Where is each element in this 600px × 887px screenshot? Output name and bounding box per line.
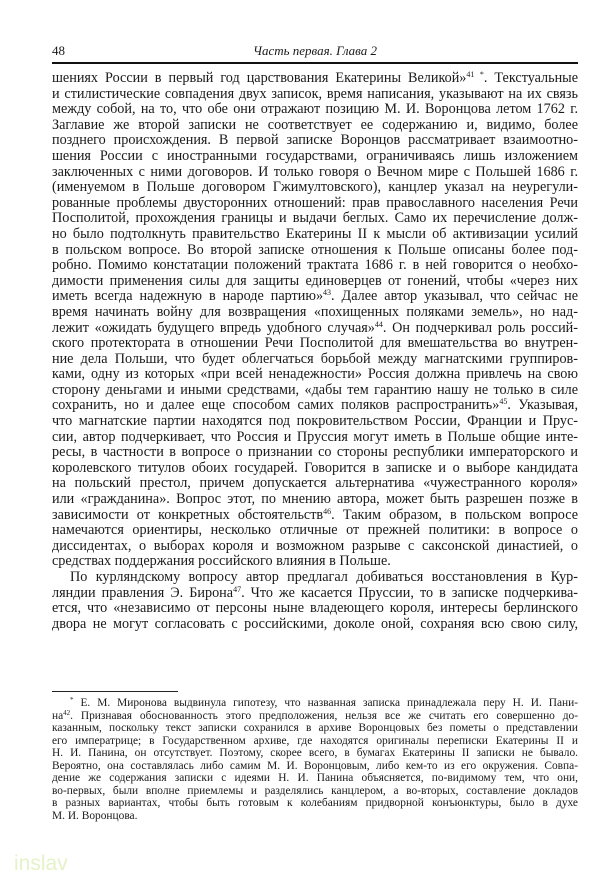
page-number: 48 <box>52 43 65 58</box>
footnote-line <box>52 760 578 773</box>
text-segment: ками, одну из которых «при всей ненадежности» Россия должна привлечь на свою <box>52 366 578 383</box>
text-segment: сохранить, но и далее еще способом самих поляков распространить» <box>52 397 500 414</box>
text-segment: Е. М. Миронова выдвинула гипотезу, что названная записка принадлежала перу Н. И. Пани- <box>73 697 578 709</box>
footnote-line <box>52 785 578 798</box>
text-segment: средствах поддержания российского влияния в Польше. <box>52 553 391 570</box>
text-line <box>52 180 578 196</box>
body-text <box>52 71 578 632</box>
text-line <box>52 617 578 633</box>
text-segment: ресы, в частности в вопросе о признании со стороны республики императорского и <box>52 444 578 461</box>
text-line <box>52 118 578 134</box>
footnote-line <box>52 697 578 710</box>
text-segment: диссидентах, о выборах короля и возможном разрыве с саксонской династией, о <box>52 537 578 554</box>
text-line <box>52 102 578 118</box>
text-segment: двора не могут согласовать с российскими, доколе оной, сохраняя всю свою силу, <box>52 615 578 632</box>
text-line <box>52 586 578 602</box>
text-segment: шения России с иностранными государствами, ограничиваясь лишь изложением <box>52 147 578 164</box>
text-segment: во-первых, были вполне приемлемы и разделялись канцлером, а во-вторых, составление докладов <box>52 784 578 797</box>
text-segment: но было подтолкнуть правительство Екатерины II к мысли об активизации усилий <box>52 225 578 242</box>
text-segment: заключенных с ними договоров. И только говоря о Вечном мире с Польшей 1686 г. <box>52 163 578 180</box>
text-segment: сторону деньгами и иными средствами, «дабы тем гарантию нашу не только в силе <box>52 381 578 398</box>
text-segment: позднего происхождения. В первой записке Воронцов рассматривает взаимоотно- <box>52 132 578 149</box>
text-segment: между собой, на то, что обе они отражают позицию М. И. Воронцова летом 1762 г. <box>52 101 578 118</box>
text-segment: зависимости от конкретных обстоятельств <box>52 506 324 523</box>
text-line <box>52 274 578 290</box>
text-line <box>52 570 578 586</box>
text-segment: или «гражданина». Вопрос этот, по мнению автора, может быть разрешен позже в <box>52 491 578 508</box>
footnote-reference: 42 <box>63 708 71 717</box>
text-line <box>52 461 578 477</box>
text-line <box>52 601 578 617</box>
text-segment: . Он подчеркивал роль россий- <box>382 319 578 336</box>
footnote-line <box>52 735 578 748</box>
text-line <box>52 336 578 352</box>
text-line <box>52 430 578 446</box>
text-segment: королевского титулов обоих государей. Говорится в записке и о выборе кандидата <box>52 459 578 476</box>
footnote-line <box>52 710 578 723</box>
text-segment: Вероятно, она составлялась либо самим М. И. Воронцовым, либо кем-то из его окружения. Совпа- <box>52 759 578 772</box>
footnote-reference: * <box>70 696 74 704</box>
text-segment: Н. И. Панина, он отсутствует. Поэтому, скорее всего, в бумагах Екатерины II записки не бывало. <box>52 747 578 759</box>
page-header <box>52 40 578 64</box>
text-segment: . Далее автор указывал, что сейчас не <box>331 288 578 305</box>
text-segment: шениях России в первый год царствования Екатерины Великой» <box>52 70 467 86</box>
text-segment: ляндии правления Э. Бирона <box>52 584 234 601</box>
text-segment: на <box>52 709 64 722</box>
text-segment: дение же содержания записки с идеями Н. И. Панина объясняется, по-видимому тем, что они, <box>52 772 578 784</box>
text-line <box>52 71 578 87</box>
text-segment: рованные проблемы двусторонних отношений: прав православного населения Речи <box>52 194 578 211</box>
text-segment: М. И. Воронцова. <box>52 809 138 822</box>
footnote-reference: 43 <box>323 288 332 298</box>
footnote-reference: 45 <box>499 397 508 407</box>
footnote-line <box>52 722 578 735</box>
text-segment: намечаются ориентиры, несколько отличные от прежней политики: в вопросе о <box>52 522 578 539</box>
footnote-divider <box>52 691 178 692</box>
footnote-line <box>52 747 578 760</box>
text-segment: ется, что «независимо от персоны ныне владеющего короля, интересы берлинского <box>52 600 578 617</box>
footnote-line <box>52 810 578 823</box>
text-segment: . Признавая обоснованность этого предположения, нельзя все же считать его совершенно до- <box>70 709 578 722</box>
text-line <box>52 165 578 181</box>
text-segment: робно. Помимо констатации положений трактата 1686 г. в ней говорится о необхо- <box>52 257 578 274</box>
text-line <box>52 289 578 305</box>
text-segment: По курляндскому вопросу автор предлагал добиваться восстановления в Кур- <box>70 569 578 585</box>
text-segment: казанным, поскольку текст записки сохранился в архиве Воронцовых без пометы о представлении <box>52 722 578 734</box>
text-line <box>52 211 578 227</box>
text-line <box>52 227 578 243</box>
footnote-line <box>52 797 578 810</box>
running-head: Часть первая. Глава 2 <box>253 43 377 58</box>
footnote-reference: 41 * <box>466 70 484 79</box>
footnote-reference: 47 <box>233 584 242 594</box>
text-line <box>52 539 578 555</box>
text-line <box>52 367 578 383</box>
text-line <box>52 305 578 321</box>
text-segment: Заглавие же второй записки не соответствует ее содержанию и, видимо, более <box>52 116 578 133</box>
text-segment: в польском вопросе. Во второй записке отношения к Польше описаны более под- <box>52 241 578 258</box>
text-line <box>52 321 578 337</box>
text-line <box>52 414 578 430</box>
footnote-reference: 46 <box>323 506 332 516</box>
text-line <box>52 445 578 461</box>
text-segment: . Таким образом, в польском вопросе <box>331 506 578 523</box>
text-line <box>52 87 578 103</box>
text-line <box>52 508 578 524</box>
text-line <box>52 554 578 570</box>
text-segment: иметь всегда надежную в народе партию» <box>52 288 324 305</box>
text-segment: время начинать войну для возвращения «похищенных поляками земель», но над- <box>52 303 578 320</box>
text-segment: на польский престол, причем допускается альтернатива «чужестранного короля» <box>52 475 578 492</box>
text-line <box>52 383 578 399</box>
text-line <box>52 476 578 492</box>
text-segment: ского протектората в отношении Речи Посполитой для вмешательства во внутрен- <box>52 335 578 352</box>
text-segment: Посполитой, прохождения границы и выдачи беглых. Само их перечисление долж- <box>52 210 578 227</box>
text-segment: и стилистические совпадения двух записок, время написания, указывают на их связь <box>52 85 578 102</box>
text-segment: . Текстуальные <box>483 70 579 86</box>
text-segment: в разных вариантах, чтобы быть готовым к колебаниям придворной конъюнктуры, было в духе <box>52 797 578 809</box>
text-segment: сии, автор подчеркивает, что Россия и Пруссия могут иметь в Польше общие инте- <box>52 428 578 445</box>
text-segment: его императрице; в Государственном архиве, где находятся оригиналы переписки Екатерины II и <box>52 734 578 747</box>
text-segment: лежит «ожидать будущего впредь удобного случая» <box>52 319 375 336</box>
text-segment: (именуемом в Польше договором Гжимултовского), канцлер указал на неурегули- <box>52 179 578 196</box>
text-segment: . Указывая, <box>507 397 578 414</box>
text-segment: ние дела Польши, что будет облегчаться борьбой между магнатскими группиров- <box>52 350 578 367</box>
text-segment: что магнатские партии находятся под покровительством России, Франции и Прус- <box>52 413 578 430</box>
watermark: inslav <box>14 852 68 875</box>
text-line <box>52 352 578 368</box>
text-segment: димости применения силы для защиты единоверцев от гонений, чтобы «через них <box>52 272 578 289</box>
text-segment: . Что же касается Пруссии, то в записке подчеркива- <box>241 584 578 601</box>
text-line <box>52 258 578 274</box>
footnote-line <box>52 772 578 785</box>
text-line <box>52 149 578 165</box>
footnotes <box>52 697 578 822</box>
text-line <box>52 243 578 259</box>
footnote-reference: 44 <box>374 319 383 329</box>
text-line <box>52 398 578 414</box>
text-line <box>52 196 578 212</box>
text-line <box>52 133 578 149</box>
text-line <box>52 523 578 539</box>
text-line <box>52 492 578 508</box>
